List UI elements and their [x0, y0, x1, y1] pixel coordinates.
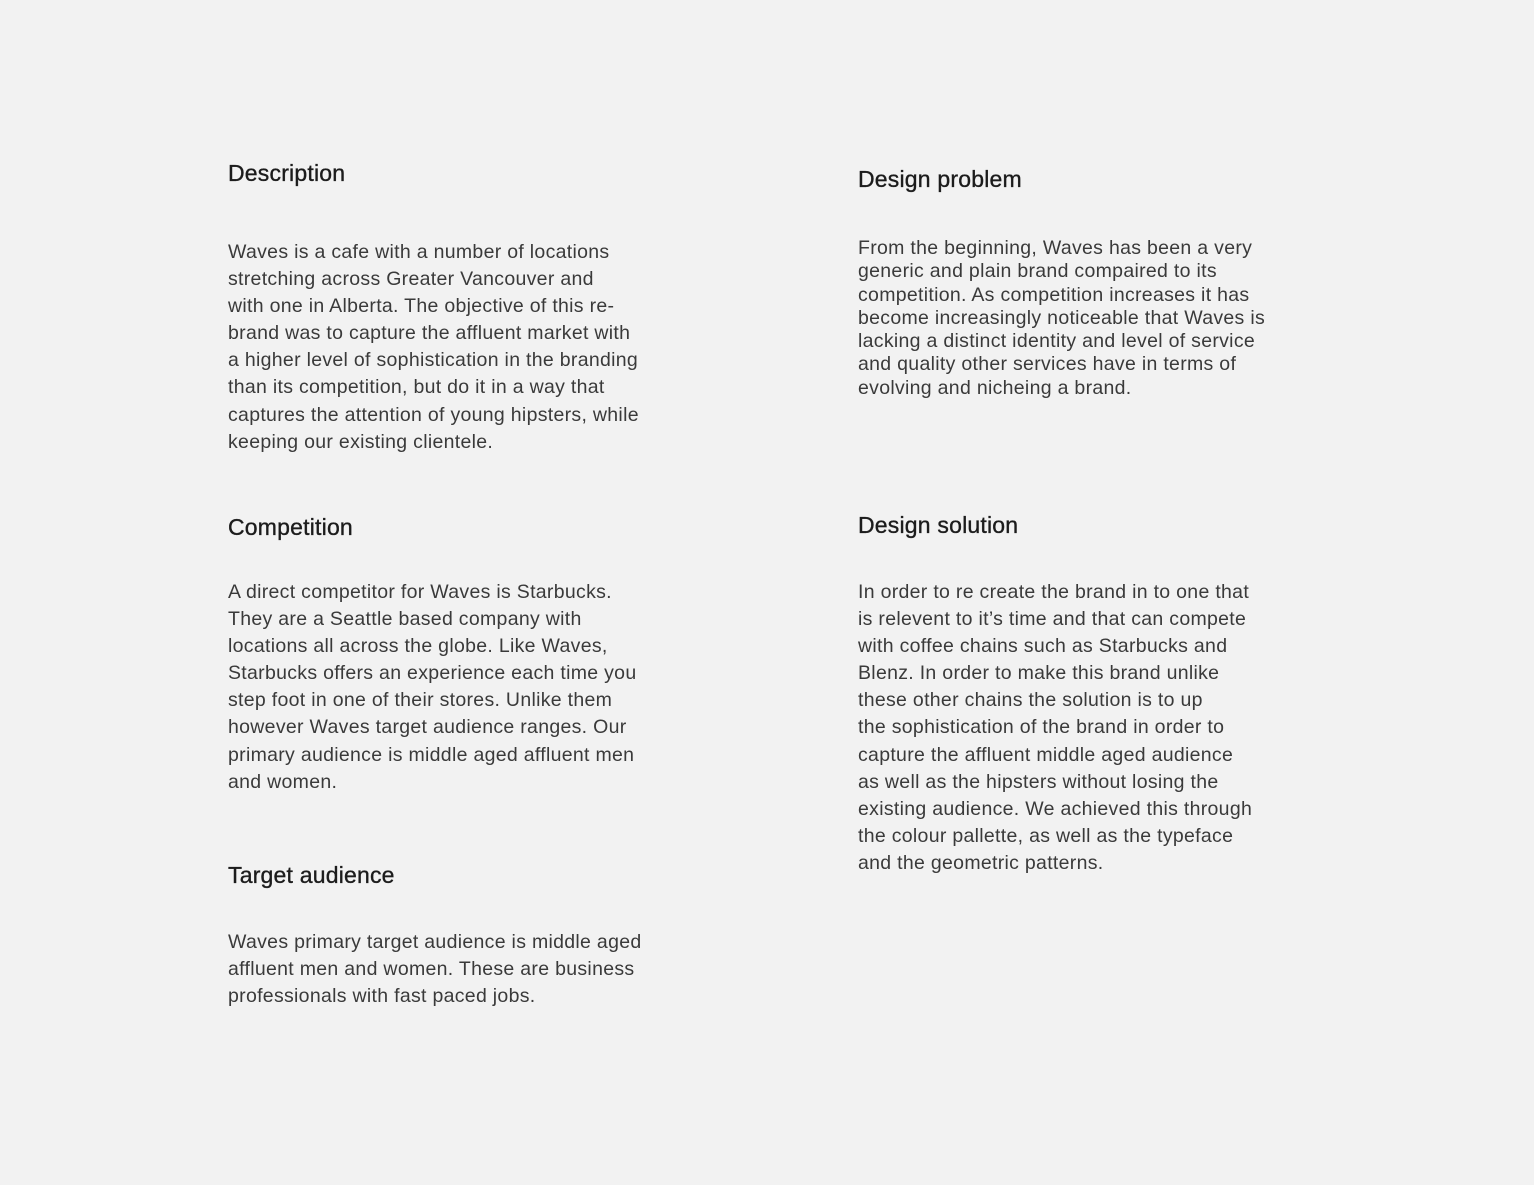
target-audience-heading: Target audience	[228, 862, 395, 888]
target-audience-section	[228, 862, 698, 1010]
design-problem-heading: Design problem	[858, 166, 1022, 192]
competition-heading: Competition	[228, 514, 353, 540]
design-solution-body: In order to re create the brand in to one that is relevent to it’s time and that can compete with coffee chains such as Starbucks and Blenz. In order to make this brand unlike these other chains the solution is to up the sophistication of the brand in order to capture the affluent middle aged audience as well as the hipsters without losing the existing audience. We achieved this through the colour pallette, as well as the typeface and the geometric patterns.	[858, 581, 1253, 874]
description-section	[228, 160, 698, 456]
design-solution-section	[858, 512, 1328, 877]
target-audience-body: Waves primary target audience is middle aged affluent men and women. These are business professionals with fast paced jobs.	[228, 931, 642, 1008]
description-heading: Description	[228, 160, 346, 186]
competition-section	[228, 514, 698, 796]
design-solution-heading: Design solution	[858, 512, 1019, 538]
description-body: Waves is a cafe with a number of locations stretching across Greater Vancouver and with one in Alberta. The objective of this re- brand was to capture the affluent market with a higher level of sophistication in the branding than its competition, but do it in a way that captures the attention of young hipsters, while keeping our existing clientele.	[228, 241, 639, 453]
design-problem-section	[858, 166, 1328, 400]
design-problem-body: From the beginning, Waves has been a very generic and plain brand compaired to its competition. As competition increases it has become increasingly noticeable that Waves is lacking a distinct identity and level of service and quality other services have in terms of evolving and nicheing a brand.	[858, 237, 1266, 399]
competition-body: A direct competitor for Waves is Starbucks. They are a Seattle based company with locations all across the globe. Like Waves, Starbucks offers an experience each time you step foot in one of their stores. Unlike them however Waves target audience ranges. Our primary audience is middle aged affluent men and women.	[228, 581, 637, 793]
